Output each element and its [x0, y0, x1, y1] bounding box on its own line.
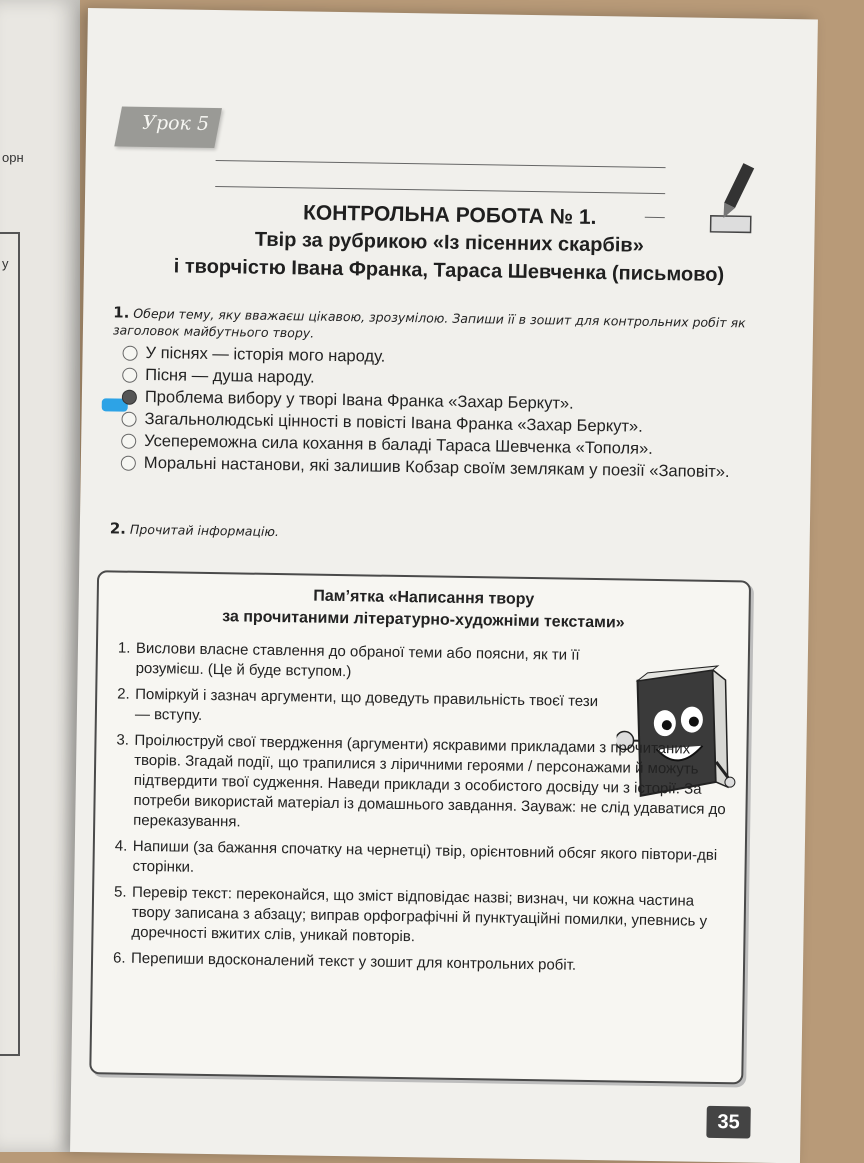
step-text: Напиши (за бажання спочатку на чернетці) твір, орієнтовний обсяг якого півтори-дві сторінки.: [132, 837, 735, 886]
radio-icon[interactable]: [121, 456, 136, 471]
test-subtitle: і творчістю Івана Франка, Тараса Шевченка (письмово): [84, 254, 814, 288]
task-number: 1.: [113, 303, 129, 321]
topic-option-label: Моральні настанови, які залишив Кобзар своїм землякам у поезії «Заповіт».: [144, 453, 781, 483]
page-number: 35: [706, 1106, 750, 1139]
task-1-instruction: [113, 304, 763, 348]
topic-option-label: Проблема вибору у творі Івана Франка «Захар Беркут».: [145, 387, 782, 417]
step-number: 1.: [117, 639, 136, 679]
memo-step: [113, 883, 734, 953]
step-number: 5.: [113, 883, 132, 943]
topic-option-label: Усепереможна сила кохання в баладі Тараса Шевченка «Тополя».: [144, 431, 781, 461]
lesson-label: Урок 5: [142, 112, 209, 135]
test-subtitle: Твір за рубрикою «Із пісенних скарбів»: [84, 226, 814, 260]
workbook-page: [70, 8, 818, 1163]
step-text: Проілюструй свої твердження (аргументи) яскравими прикладами з прочитаних творів. Згадай події, що трапилися з ліричними героями / персонажами й можуть підтвердити твої судження. Наведи приклади з особистого досвіду чи з історії. За потреби використай матеріал із домашнього завдання. Зауваж: не слід удаватися до переказування.: [133, 731, 736, 840]
memo-step: [115, 731, 736, 841]
step-number: 6.: [113, 949, 131, 969]
topic-option-label: Загальнолюдські цінності в повісті Івана Франка «Захар Беркут».: [144, 409, 781, 439]
radio-icon[interactable]: [122, 368, 137, 383]
radio-icon[interactable]: [121, 434, 136, 449]
task-text: Прочитай інформацію.: [130, 522, 279, 539]
task-2-instruction: [110, 520, 760, 547]
memo-step: [117, 685, 738, 735]
memo-steps: [113, 639, 738, 985]
step-text: Поміркуй і зазнач аргументи, що доведуть правильність твоєї тези — вступу.: [135, 685, 606, 732]
test-title: КОНТРОЛЬНА РОБОТА № 1.: [85, 198, 815, 233]
step-text: Вислови власне ставлення до обраної теми або поясни, як ти її розумієш. (Це й буде вступом.): [135, 639, 606, 686]
writing-line: [215, 186, 665, 194]
radio-icon[interactable]: [122, 346, 137, 361]
memo-title: Пам’ятка «Написання твору: [99, 584, 749, 612]
step-number: 2.: [117, 685, 136, 725]
radio-icon[interactable]: [121, 412, 136, 427]
left-page-frame: [0, 232, 20, 1056]
step-number: 3.: [115, 731, 135, 831]
left-page-fragment: у: [2, 256, 9, 271]
step-text: Перевір текст: переконайся, що зміст відповідає назві; визнач, чи кожна частина твору записана з абзацу; виправ орфографічні й пунктуаційні помилки, упевнись у доречності вжитих слів, уникай повторів.: [131, 883, 734, 952]
memo-step: [113, 949, 733, 979]
left-page: [0, 0, 80, 1152]
radio-selected-icon[interactable]: [122, 390, 137, 405]
task-text: Обери тему, яку вважаєш цікавою, зрозумілою. Запиши її в зошит для контрольних робіт як заголовок майбутнього твору.: [113, 306, 746, 341]
memo-step: [117, 639, 738, 689]
memo-title: за прочитаними літературно-художніми текстами»: [98, 606, 748, 634]
topic-option-label: У піснях — історія мого народу.: [145, 343, 782, 373]
task-number: 2.: [110, 519, 126, 537]
topic-option-label: Пісня — душа народу.: [145, 365, 782, 395]
writing-line: [216, 160, 666, 168]
topic-options: [121, 343, 783, 485]
step-number: 4.: [114, 837, 133, 877]
memo-box: [89, 570, 751, 1084]
memo-step: [114, 837, 735, 887]
step-text: Перепиши вдосконалений текст у зошит для контрольних робіт.: [131, 949, 733, 978]
left-page-fragment: орн: [2, 150, 24, 165]
